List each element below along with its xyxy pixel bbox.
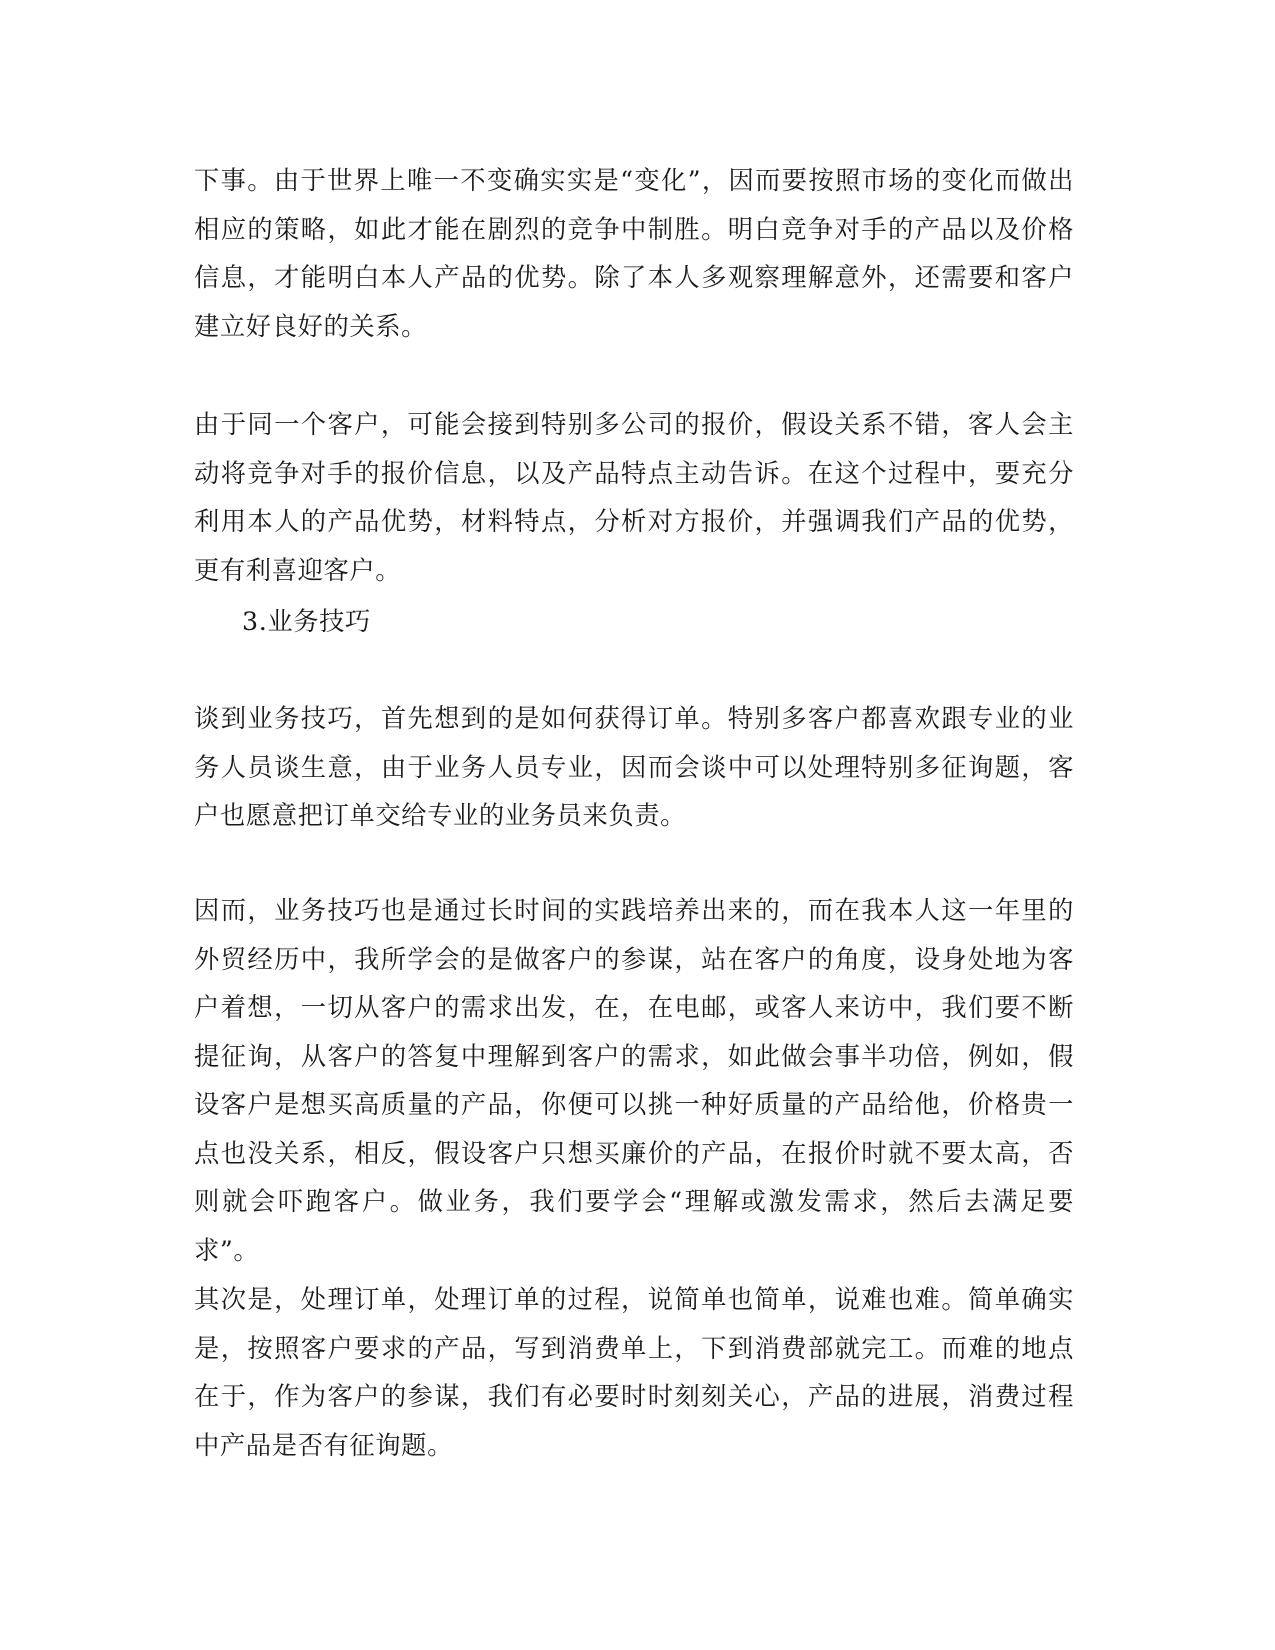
- paragraph-getting-orders: 谈到业务技巧，首先想到的是如何获得订单。特别多客户都喜欢跟专业的业务人员谈生意，由于业务人员专业，因而会谈中可以处理特别多征询题，客户也愿意把订单交给专业的业务员来负责。: [194, 704, 1074, 830]
- paragraph-order-processing: 其次是，处理订单，处理订单的过程，说简单也简单，说难也难。简单确实是，按照客户要求的产品，写到消费单上，下到消费部就完工。而难的地点在于，作为客户的参谋，我们有必要时时刻刻关心，产品的进展，消费过程中产品是否有征询题。: [194, 1285, 1074, 1460]
- section-heading-business-skills: 3.业务技巧: [242, 607, 371, 636]
- paragraph-customer-advisor: 因而，业务技巧也是通过长时间的实践培养出来的，而在我本人这一年里的外贸经历中，我所学会的是做客户的参谋，站在客户的角度，设身处地为客户着想，一切从客户的需求出发，在，在电邮，或客人来访中，我们要不断提征询，从客户的答复中理解到客户的需求，如此做会事半功倍，例如，假设客户是想买高质量的产品，你便可以挑一种好质量的产品给他，价格贵一点也没关系，相反，假设客户只想买廉价的产品，在报价时就不要太高，否则就会吓跑客户。做业务，我们要学会“理解或激发需求，然后去满足要求”。: [194, 896, 1074, 1265]
- paragraph-competition-strategy: 下事。由于世界上唯一不变确实实是“变化”，因而要按照市场的变化而做出相应的策略，如此才能在剧烈的竞争中制胜。明白竞争对手的产品以及价格信息，才能明白本人产品的优势。除了本人多观察理解意外，还需要和客户建立好良好的关系。: [194, 166, 1074, 341]
- paragraph-customer-relations: 由于同一个客户，可能会接到特别多公司的报价，假设关系不错，客人会主动将竞争对手的报价信息，以及产品特点主动告诉。在这个过程中，要充分利用本人的产品优势，材料特点，分析对方报价，并强调我们产品的优势，更有利喜迎客户。: [194, 410, 1074, 585]
